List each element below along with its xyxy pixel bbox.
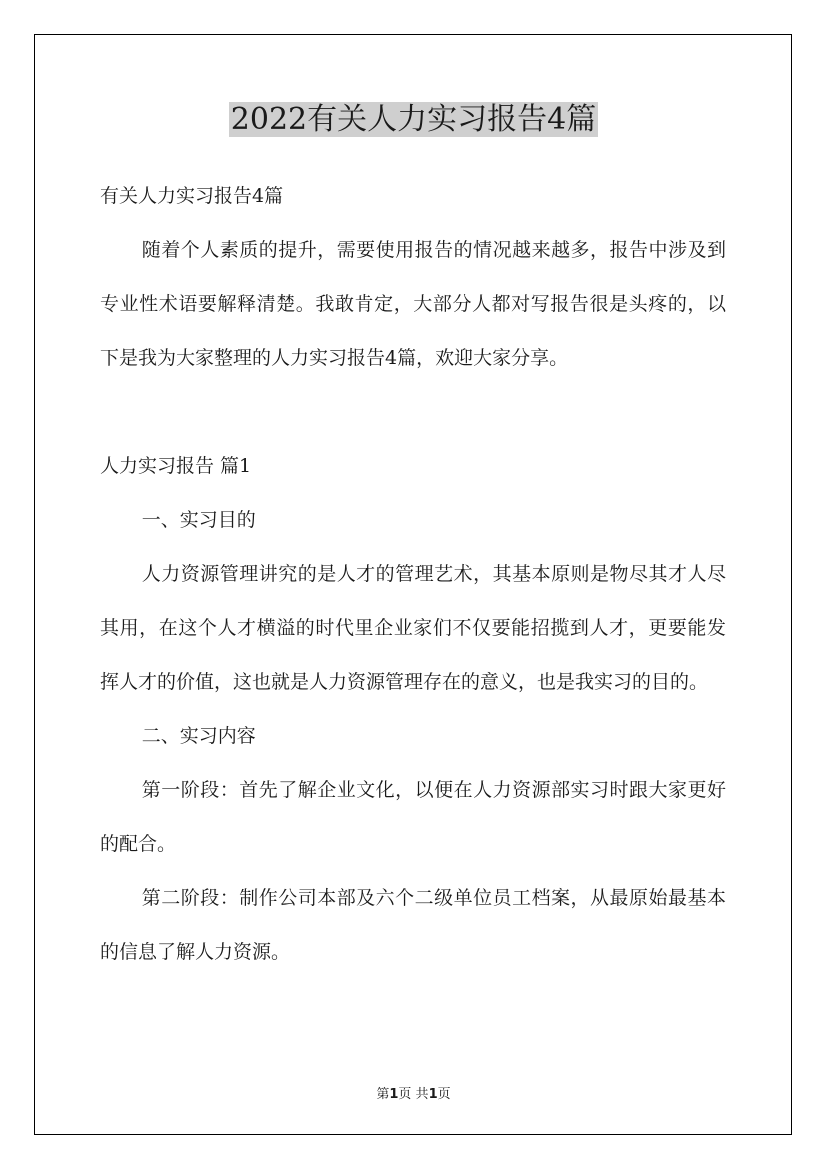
footer-prefix: 第: [376, 1087, 390, 1102]
footer-page-number: 1: [389, 1087, 399, 1102]
document-title-text: 2022有关人力实习报告4篇: [230, 102, 597, 137]
part1-heading: 一、实习目的: [141, 509, 256, 531]
document-title: [0, 98, 827, 142]
document-subtitle: 有关人力实习报告4篇: [100, 185, 284, 207]
paragraph-gap: [100, 385, 726, 439]
footer-mid: 页 共: [398, 1087, 429, 1102]
intro-paragraph: 随着个人素质的提升，需要使用报告的情况越来越多，报告中涉及到专业性术语要解释清楚。我敢肯定，大部分人都对写报告很是头疼的，以下是我为大家整理的人力实习报告4篇，欢迎大家分享。: [100, 239, 726, 369]
footer-page-total: 1: [428, 1087, 438, 1102]
page-footer: [0, 1083, 827, 1102]
document-body: [100, 169, 726, 979]
part2-heading: 二、实习内容: [141, 725, 256, 747]
stage1-paragraph: 第一阶段：首先了解企业文化，以便在人力资源部实习时跟大家更好的配合。: [100, 779, 726, 855]
stage2-paragraph: 第二阶段：制作公司本部及六个二级单位员工档案，从最原始最基本的信息了解人力资源。: [100, 887, 726, 963]
section-heading: 人力实习报告 篇1: [100, 455, 252, 477]
part1-paragraph: 人力资源管理讲究的是人才的管理艺术，其基本原则是物尽其才人尽其用，在这个人才横溢的时代里企业家们不仅要能招揽到人才，更要能发挥人才的价值，这也就是人力资源管理存在的意义，也是我实习的目的。: [100, 563, 726, 693]
footer-suffix: 页: [437, 1087, 451, 1102]
